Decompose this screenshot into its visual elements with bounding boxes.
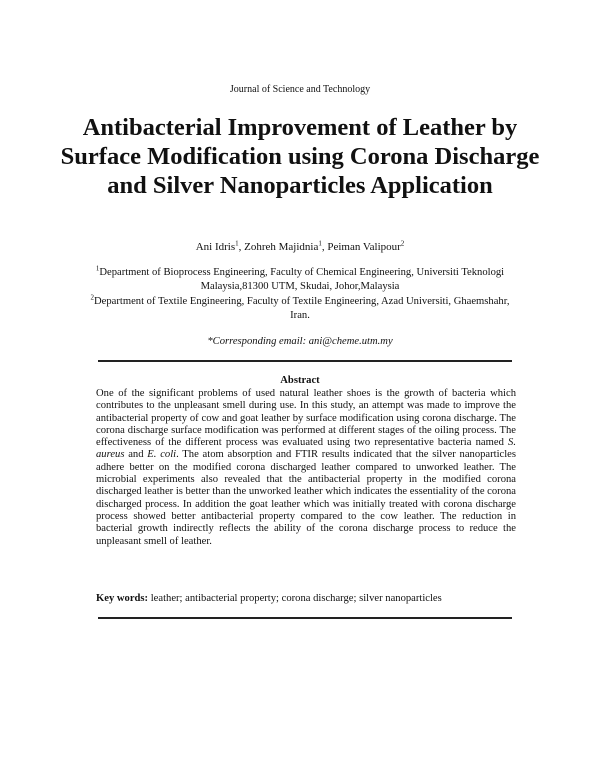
abstract-body bbox=[96, 388, 516, 548]
affiliation bbox=[80, 295, 520, 323]
divider-bottom bbox=[98, 617, 512, 619]
bacteria-name: E. coli bbox=[147, 449, 177, 461]
abstract-text: and bbox=[124, 449, 148, 461]
affiliation-text: Department of Textile Engineering, Faculty of Textile Engineering, Azad Universiti, Ghaemshahr, Iran. bbox=[94, 296, 510, 321]
author-affiliation-marker: 1 bbox=[235, 239, 239, 248]
author-list: Ani Idris$^1$, Zohreh Majidnia$^1$, Peiman Valipour$^2$ bbox=[195, 239, 405, 253]
keywords-text: leather; antibacterial property; corona discharge; silver nanoparticles bbox=[148, 593, 442, 604]
keywords bbox=[96, 593, 516, 604]
affiliation-text: Department of Bioprocess Engineering, Faculty of Chemical Engineering, Universiti Teknologi Malaysia,81300 UTM, Skudai, Johor,Malaysia bbox=[99, 267, 505, 292]
abstract-text: . The atom absorption and FTIR results indicated that the silver nanoparticles adhere better on the modified corona discharged leather compared to unworked leather. The microbial experiments also revealed that the antibacterial property in the modified corona discharged leather is better than the unworked leather which indicates the essentiality of the corona discharged process. In addition the goat leather which was initially treated with corona discharge process showed better antibacterial property compared to the cow leather. The reduction in bacterial growth indirectly reflects the ability of the corona discharge process to reduce the unpleasant smell of leather. bbox=[96, 449, 516, 547]
author-affiliation-marker: 1 bbox=[318, 239, 322, 248]
abstract-text: One of the significant problems of used natural leather shoes is the growth of bacteria which contributes to the unpleasant smell during use. In this study, an attempt was made to improve the antibacterial property of cow and goat leather by surface modification using corona discharge. The corona discharge surface modification was performed at different stages of the oiling process. The effectiveness of the different process was evaluated using two representative bacteria named bbox=[96, 388, 516, 449]
bacteria-name: S. aureus bbox=[96, 437, 516, 461]
author-name: Peiman Valipour bbox=[327, 241, 401, 253]
affiliation-marker: 1 bbox=[95, 264, 100, 273]
affiliation bbox=[80, 266, 520, 294]
divider-top bbox=[98, 360, 512, 362]
affiliation-marker: 2 bbox=[90, 293, 95, 302]
paper-title: Antibacterial Improvement of Leather by Surface Modification using Corona Discharge and Silver Nanoparticles Application bbox=[60, 114, 540, 199]
author-name: Ani Idris bbox=[195, 241, 236, 253]
journal-name: Journal of Science and Technology bbox=[229, 84, 371, 95]
keywords-label: Key words: bbox=[96, 593, 149, 604]
abstract-heading: Abstract bbox=[280, 375, 320, 386]
author-affiliation-marker: 2 bbox=[400, 239, 405, 248]
corresponding-email: *Corresponding email: ani@cheme.utm.my bbox=[207, 336, 393, 347]
author-name: Zohreh Majidnia bbox=[244, 241, 319, 253]
